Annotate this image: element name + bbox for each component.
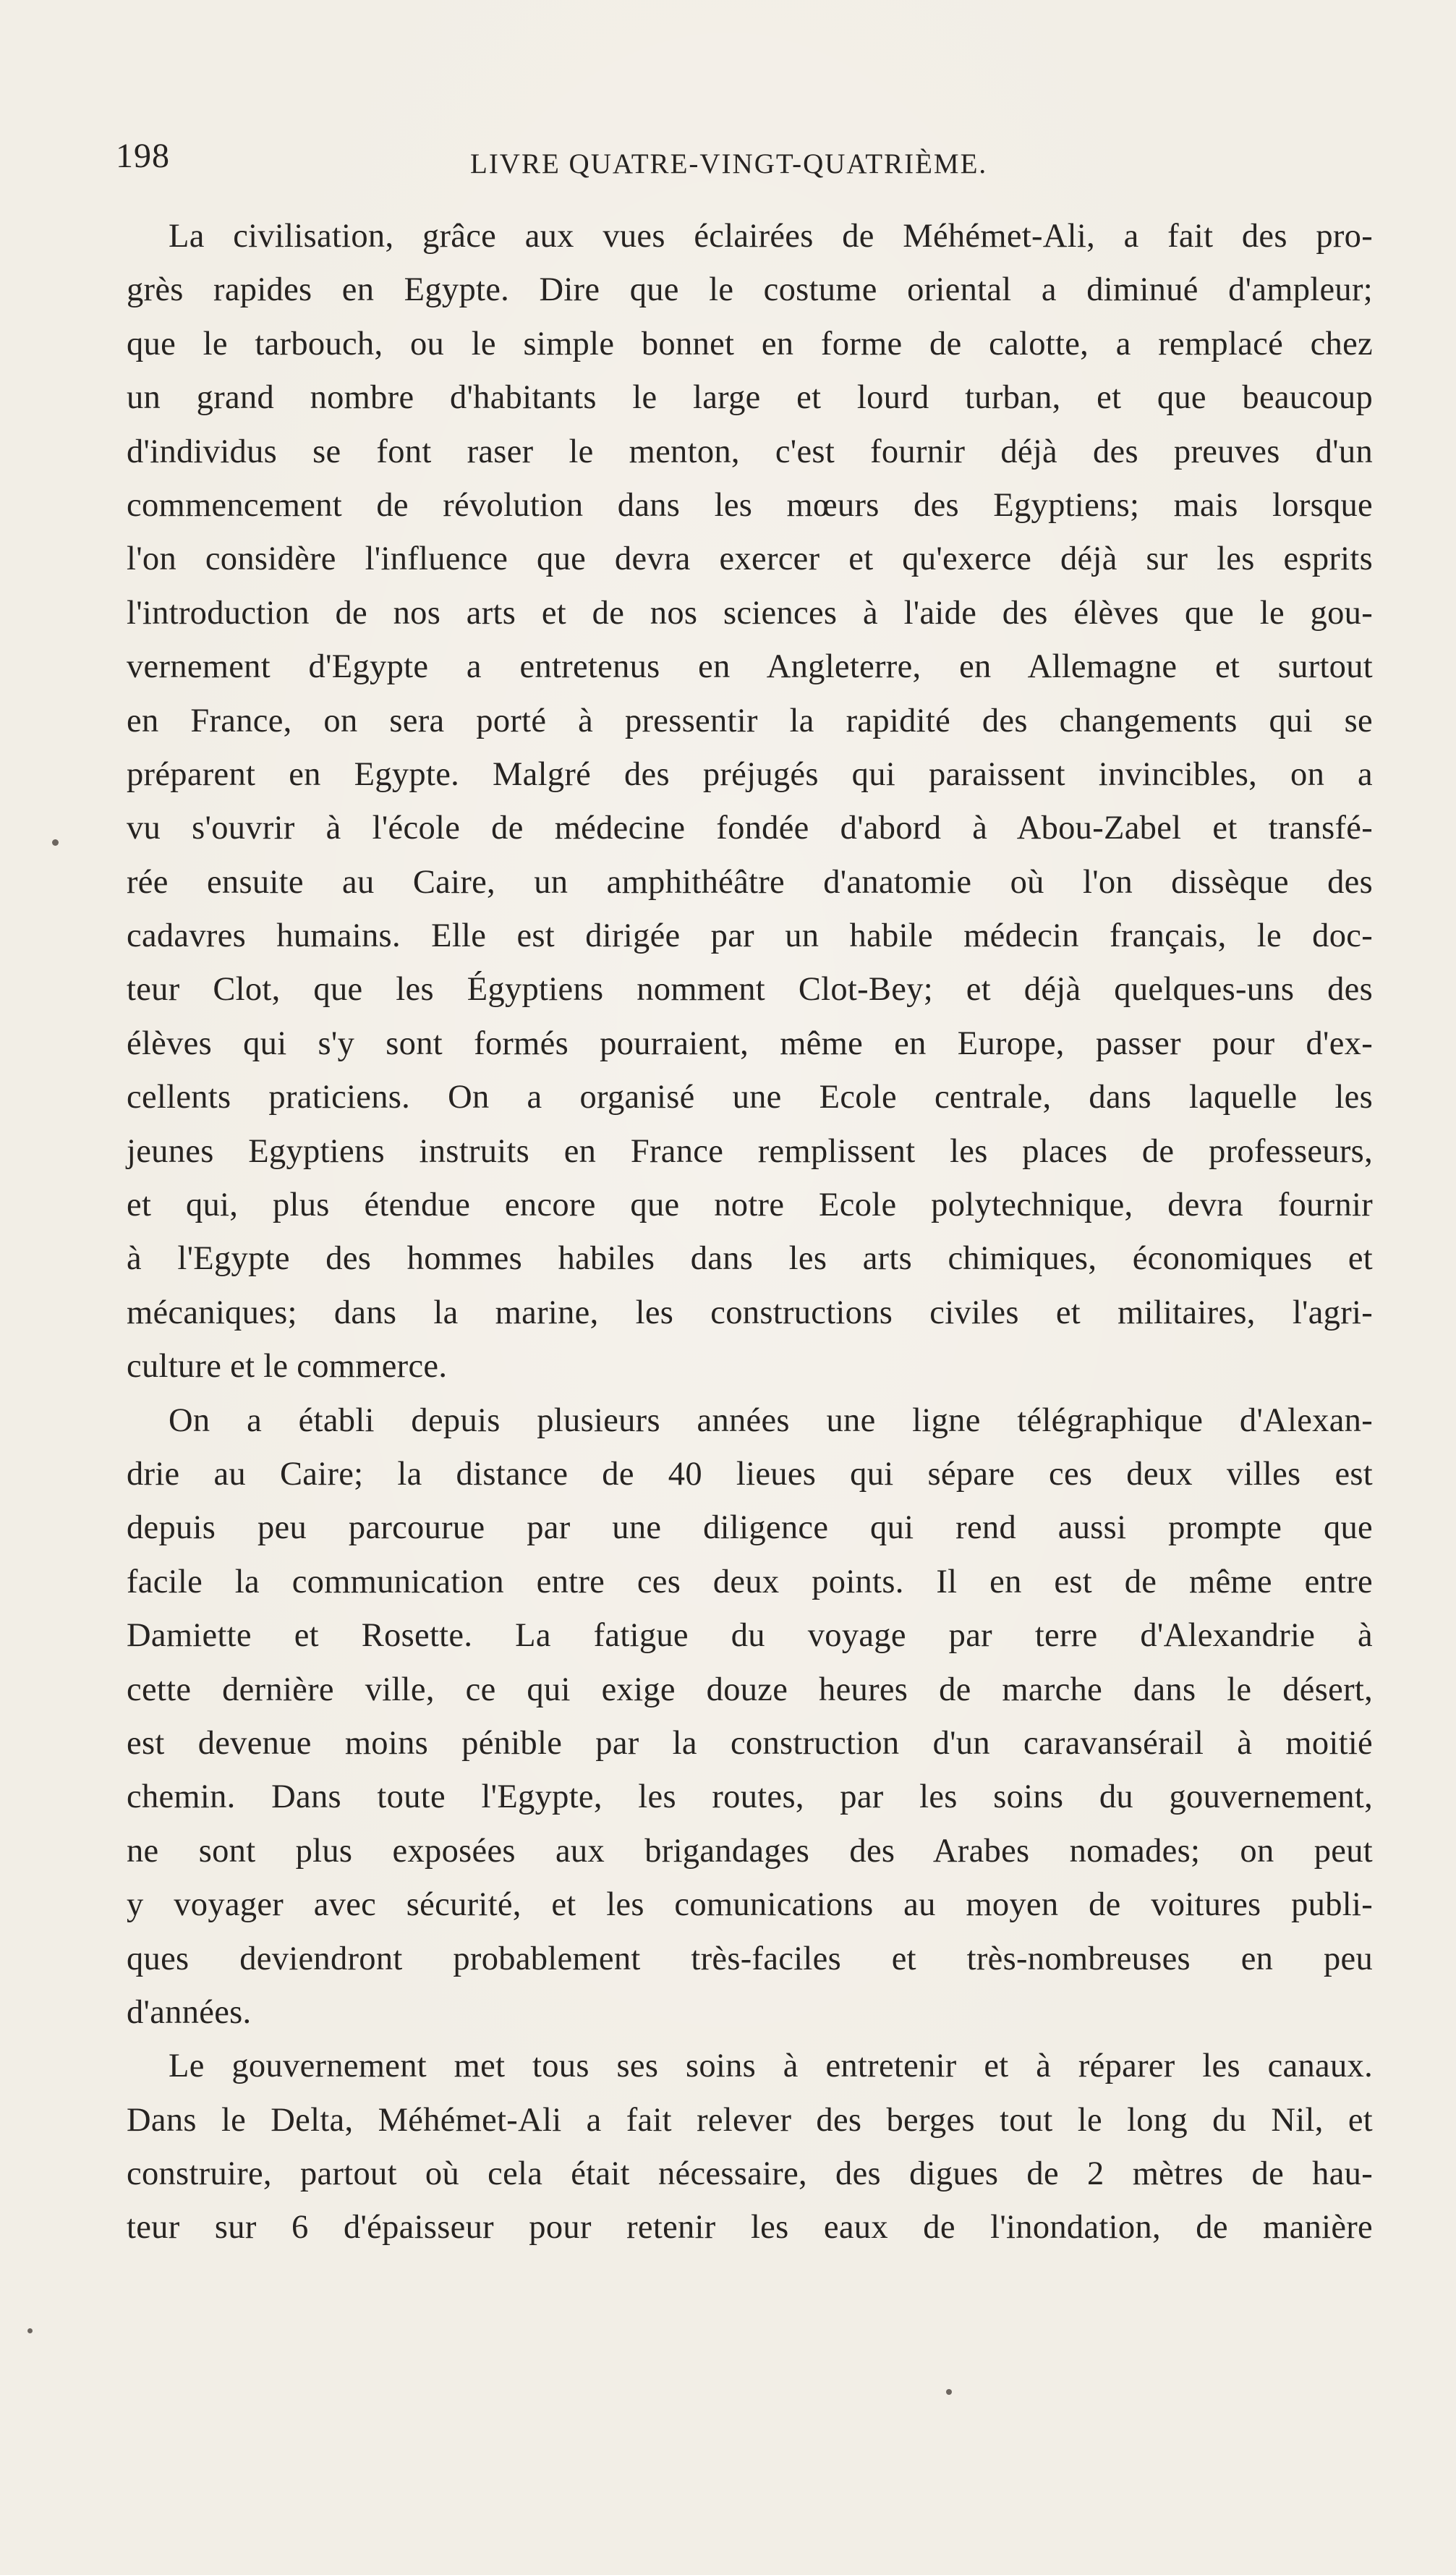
text-line: facile la communication entre ces deux points. Il en est de même entre	[127, 1563, 1373, 1600]
text-line: en France, on sera porté à pressentir la rapidité des changements qui se	[127, 702, 1373, 739]
text-line: d'années.	[127, 1993, 252, 2031]
text-line: teur sur 6 d'épaisseur pour retenir les eaux de l'inondation, de manière	[127, 2209, 1373, 2247]
paper-speck	[27, 2328, 33, 2333]
text-line: à l'Egypte des hommes habiles dans les arts chimiques, économiques et	[127, 1240, 1373, 1278]
text-line: chemin. Dans toute l'Egypte, les routes, par les soins du gouvernement,	[127, 1778, 1373, 1816]
text-line: ne sont plus exposées aux brigandages des Arabes nomades; on peut	[127, 1832, 1373, 1870]
running-head: LIVRE QUATRE-VINGT-QUATRIÈME.	[470, 148, 988, 179]
paper-speck	[52, 839, 59, 846]
paragraph-telegraph	[127, 1394, 1373, 2040]
text-line: l'on considère l'influence que devra exercer et qu'exerce déjà sur les esprits	[127, 540, 1373, 578]
text-line: teur Clot, que les Égyptiens nomment Clot-Bey; et déjà quelques-uns des	[127, 971, 1373, 1009]
text-line: drie au Caire; la distance de 40 lieues qui sépare ces deux villes est	[127, 1455, 1373, 1493]
text-line: rée ensuite au Caire, un amphithéâtre d'anatomie où l'on dissèque des	[127, 863, 1373, 901]
text-line: construire, partout où cela était nécessaire, des digues de 2 mètres de hau-	[127, 2155, 1373, 2193]
text-line: vernement d'Egypte a entretenus en Angleterre, en Allemagne et surtout	[127, 648, 1373, 686]
text-line: un grand nombre d'habitants le large et lourd turban, et que beaucoup	[127, 379, 1373, 417]
text-line: vu s'ouvrir à l'école de médecine fondée d'abord à Abou-Zabel et transfé-	[127, 810, 1373, 847]
text-line: On a établi depuis plusieurs années une ligne télégraphique d'Alexan-	[169, 1401, 1373, 1439]
text-line: et qui, plus étendue encore que notre Ecole polytechnique, devra fournir	[127, 1187, 1373, 1224]
text-line: grès rapides en Egypte. Dire que le costume oriental a diminué d'ampleur;	[127, 271, 1373, 309]
text-line: cadavres humains. Elle est dirigée par un habile médecin français, le doc-	[127, 917, 1373, 955]
text-line: depuis peu parcourue par une diligence qui rend aussi prompte que	[127, 1509, 1373, 1547]
text-line: Dans le Delta, Méhémet-Ali a fait relever des berges tout le long du Nil, et	[127, 2101, 1373, 2139]
paper-speck	[946, 2389, 952, 2395]
text-line: mécaniques; dans la marine, les constructions civiles et militaires, l'agri-	[127, 1294, 1373, 1331]
text-line: La civilisation, grâce aux vues éclairées de Méhémet-Ali, a fait des pro-	[169, 218, 1373, 255]
text-line: d'individus se font raser le menton, c'est fournir déjà des preuves d'un	[127, 433, 1373, 470]
text-line: que le tarbouch, ou le simple bonnet en forme de calotte, a remplacé chez	[127, 325, 1373, 362]
text-line: cellents praticiens. On a organisé une Ecole centrale, dans laquelle les	[127, 1079, 1373, 1116]
paragraph-canaux	[127, 2040, 1373, 2255]
text-line: cette dernière ville, ce qui exige douze heures de marche dans le désert,	[127, 1671, 1373, 1708]
page-number: 198	[116, 137, 170, 175]
text-line: ques deviendront probablement très-faciles et très-nombreuses en peu	[127, 1940, 1373, 1977]
page-header	[116, 136, 1374, 194]
text-line: culture et le commerce.	[127, 1348, 448, 1386]
paragraph-civilisation	[127, 210, 1373, 1394]
text-line: est devenue moins pénible par la construction d'un caravansérail à moitié	[127, 1724, 1373, 1762]
text-line: Damiette et Rosette. La fatigue du voyage par terre d'Alexandrie à	[127, 1617, 1373, 1655]
text-line: jeunes Egyptiens instruits en France remplissent les places de professeurs,	[127, 1132, 1373, 1170]
text-line: commencement de révolution dans les mœurs des Egyptiens; mais lorsque	[127, 486, 1373, 524]
text-line: y voyager avec sécurité, et les comunications au moyen de voitures publi-	[127, 1886, 1373, 1924]
body-text	[127, 210, 1373, 2255]
text-line: préparent en Egypte. Malgré des préjugés qui paraissent invincibles, on a	[127, 755, 1373, 793]
text-line: l'introduction de nos arts et de nos sciences à l'aide des élèves que le gou-	[127, 594, 1373, 632]
text-line: élèves qui s'y sont formés pourraient, même en Europe, passer pour d'ex-	[127, 1025, 1373, 1062]
text-line: Le gouvernement met tous ses soins à entretenir et à réparer les canaux.	[169, 2048, 1373, 2085]
